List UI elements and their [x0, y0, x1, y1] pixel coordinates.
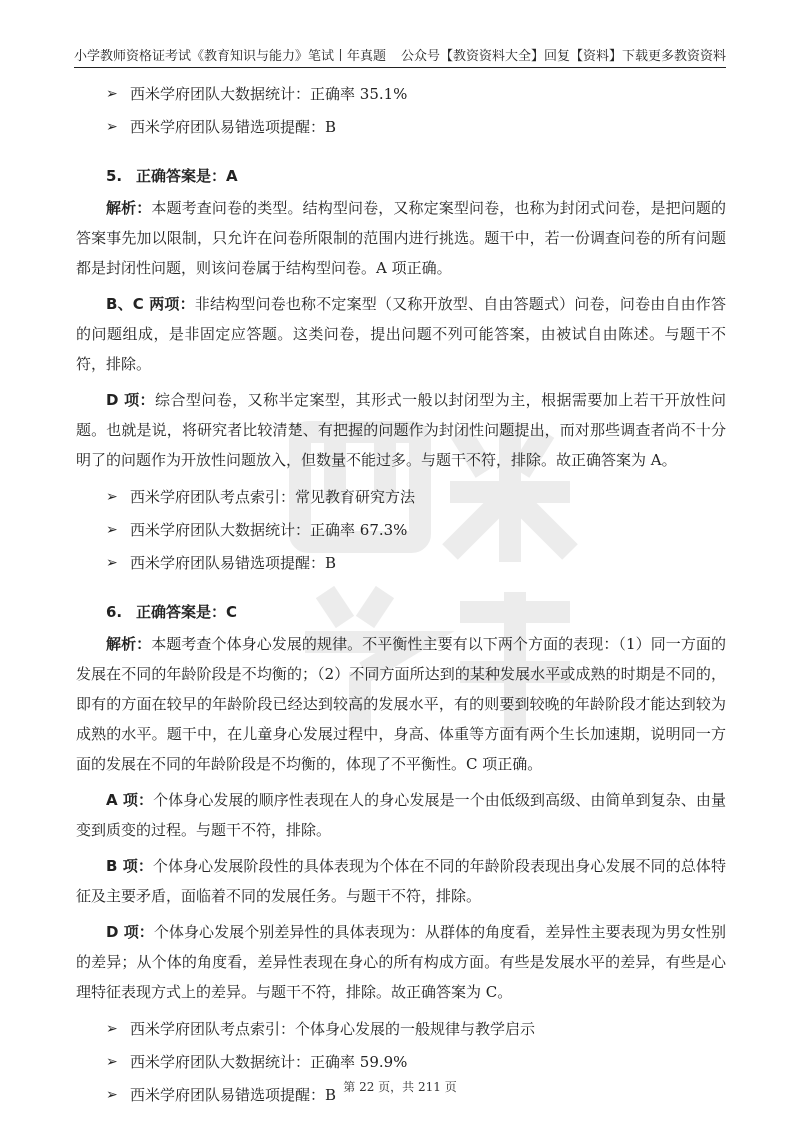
header-right-promo: 公众号【教资资料大全】回复【资料】下载更多教资资料 — [400, 49, 726, 64]
header-left-title: 小学教师资格证考试《教育知识与能力》笔试丨年真题 — [74, 49, 387, 64]
bullet-text: 西米学府团队易错选项提醒：B — [130, 118, 337, 136]
page-header — [74, 42, 726, 68]
q6-number: 6. — [106, 603, 123, 621]
q6-answer: 正确答案是：C — [136, 603, 238, 621]
q5-option-d: D 项：综合型问卷，又称半定案型，其形式一般以封闭型为主，根据需要加上若干开放性问题。也就是说，将研究者比较清楚、有把握的问题作为封闭性问题提出，而对那些调查者尚不十分明了的问题作为开放性问题放入，但数量不能过多。与题干不符，排除。故正确答案为 A。 — [76, 391, 726, 469]
q6-b-label: B 项： — [106, 857, 153, 875]
bullet-text: 西米学府团队易错选项提醒：B — [130, 554, 337, 572]
bullet-text: 西米学府团队大数据统计：正确率 59.9% — [130, 1053, 408, 1071]
list-item — [76, 111, 726, 144]
q5-d-label: D 项： — [106, 391, 156, 409]
list-item — [76, 1013, 726, 1046]
list-item — [76, 78, 726, 111]
q6-analysis-label: 解析： — [106, 635, 152, 653]
list-item — [76, 481, 726, 514]
q5-analysis-label: 解析： — [106, 199, 152, 217]
bullet-arrow-icon: ➢ — [106, 86, 118, 102]
bullet-arrow-icon: ➢ — [106, 522, 118, 538]
bullet-text: 西米学府团队考点索引：常见教育研究方法 — [130, 488, 416, 506]
list-item — [76, 547, 726, 580]
list-item — [76, 514, 726, 547]
q6-a-label: A 项： — [106, 791, 154, 809]
q6-answer-heading — [76, 595, 726, 629]
bullet-arrow-icon: ➢ — [106, 555, 118, 571]
q5-analysis: 解析：本题考查问卷的类型。结构型问卷，又称定案型问卷，也称为封闭式问卷，是把问题的答案事先加以限制，只允许在问卷所限制的范围内进行挑选。题干中，若一份调查问卷的所有问题都是封闭性问题，则该问卷属于结构型问卷。A 项正确。 — [76, 199, 726, 277]
bullet-arrow-icon: ➢ — [106, 119, 118, 135]
q6-d-label: D 项： — [106, 923, 154, 941]
q5-number: 5. — [106, 167, 123, 185]
bullet-arrow-icon: ➢ — [106, 1087, 118, 1103]
page-content — [76, 78, 726, 1112]
q5-answer-heading — [76, 159, 726, 193]
bullet-arrow-icon: ➢ — [106, 1054, 118, 1070]
q6-option-b: B 项：个体身心发展阶段性的具体表现为个体在不同的年龄阶段表现出身心发展不同的总体特征及主要矛盾，面临着不同的发展任务。与题干不符，排除。 — [76, 857, 726, 905]
q5-bc-label: B、C 两项： — [106, 295, 195, 313]
bullet-arrow-icon: ➢ — [106, 1021, 118, 1037]
q5-answer: 正确答案是：A — [136, 167, 238, 185]
bullet-text: 西米学府团队易错选项提醒：B — [130, 1086, 337, 1104]
bullet-arrow-icon: ➢ — [106, 489, 118, 505]
q6-analysis: 解析：本题考查个体身心发展的规律。不平衡性主要有以下两个方面的表现：（1）同一方面的发展在不同的年龄阶段是不均衡的；（2）不同方面所达到的某种发展水平或成熟的时期是不同的，即有的方面在较早的年龄阶段已经达到较高的发展水平，有的则要到较晚的年龄阶段才能达到较为成熟的水平。题干中，在儿童身心发展过程中，身高、体重等方面有两个生长加速期，说明同一方面的发展在不同的年龄阶段是不均衡的，体现了不平衡性。C 项正确。 — [76, 635, 726, 773]
list-item — [76, 1046, 726, 1079]
q6-option-a: A 项：个体身心发展的顺序性表现在人的身心发展是一个由低级到高级、由简单到复杂、由量变到质变的过程。与题干不符，排除。 — [76, 791, 726, 839]
page-footer: 第 22 页，共 211 页 — [343, 1080, 457, 1094]
q6-option-d: D 项：个体身心发展个别差异性的具体表现为：从群体的角度看，差异性主要表现为男女性别的差异；从个体的角度看，差异性表现在身心的所有构成方面。有些是发展水平的差异，有些是心理特征表现方式上的差异。与题干不符，排除。故正确答案为 C。 — [76, 923, 726, 1001]
q5-option-bc: B、C 两项：非结构型问卷也称不定案型（又称开放型、自由答题式）问卷，问卷由自由作答的问题组成，是非固定应答题。这类问卷，提出问题不列可能答案，由被试自由陈述。与题干不符，排除。 — [76, 295, 726, 373]
bullet-text: 西米学府团队大数据统计：正确率 35.1% — [130, 85, 408, 103]
bullet-text: 西米学府团队考点索引：个体身心发展的一般规律与教学启示 — [130, 1020, 536, 1038]
bullet-text: 西米学府团队大数据统计：正确率 67.3% — [130, 521, 408, 539]
